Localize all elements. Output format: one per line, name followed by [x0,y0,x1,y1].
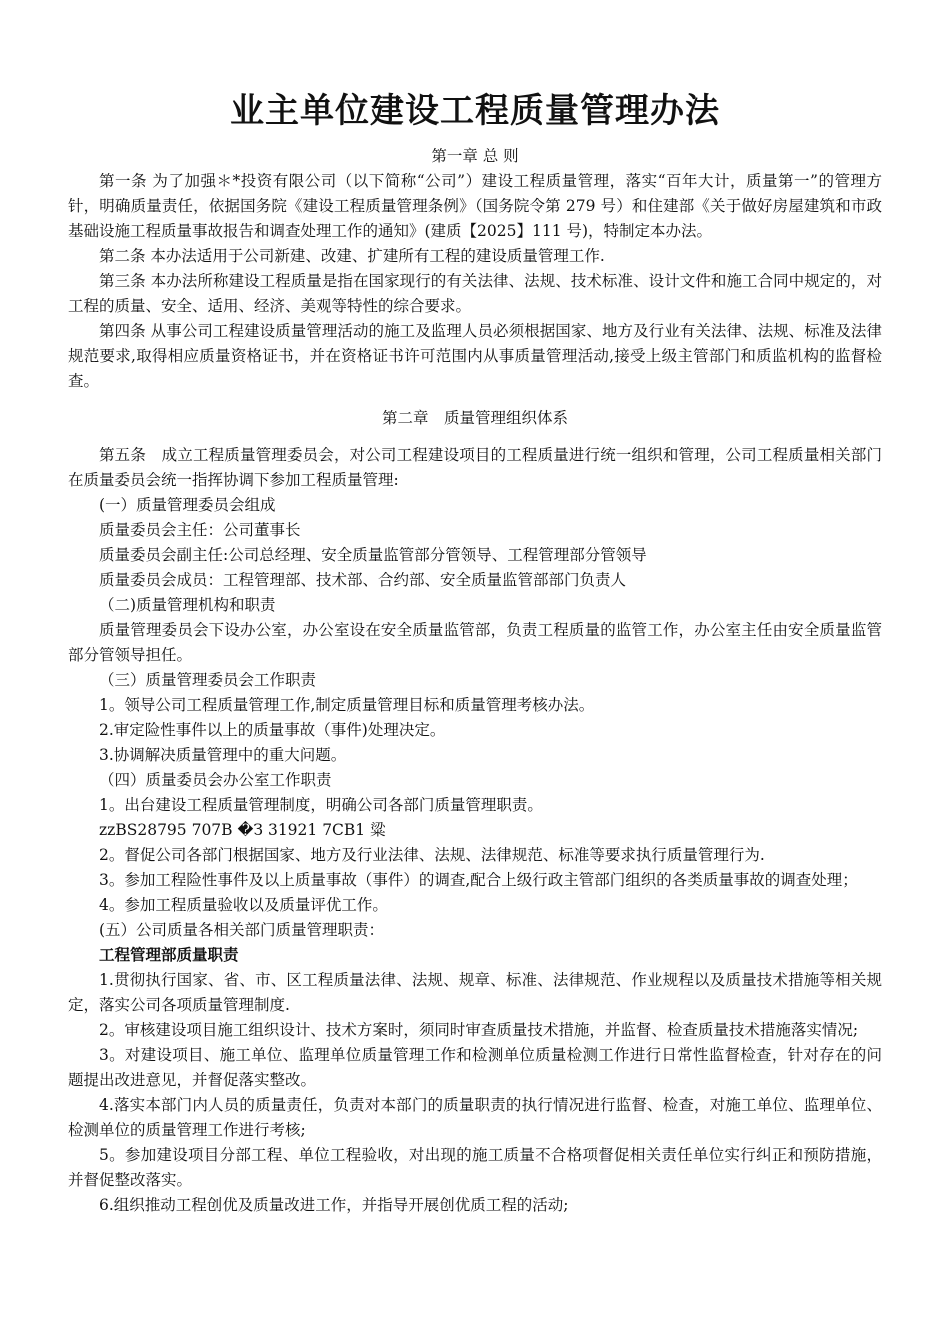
section-3-item-2: 2.审定险性事件以上的质量事故（事件)处理决定。 [99,721,446,739]
section-4-heading: （四）质量委员会办公室工作职责 [99,771,332,789]
section-3-item-3: 3.协调解决质量管理中的重大问题。 [99,746,347,764]
committee-deputy-director: 质量委员会副主任:公司总经理、安全质量监管部分管领导、工程管理部分管领导 [99,546,647,564]
dept-item-4: 4.落实本部门内人员的质量责任，负责对本部门的质量职责的执行情况进行监督、检查，对施工单位、监理单位、检测单位的质量管理工作进行考核; [68,1096,882,1139]
article-2: 第二条 本办法适用于公司新建、改建、扩建所有工程的建设质量管理工作. [99,247,605,265]
section-4-item-1: 1。出台建设工程质量管理制度，明确公司各部门质量管理职责。 [99,796,543,814]
dept-item-3: 3。对建设项目、施工单位、监理单位质量管理工作和检测单位质量检测工作进行日常性监督检查，针对存在的问题提出改进意见，并督促落实整改。 [68,1046,882,1089]
dept-item-2: 2。审核建设项目施工组织设计、技术方案时，须同时审查质量技术措施，并监督、检查质量技术措施落实情况; [99,1021,859,1039]
dept-item-5: 5。参加建设项目分部工程、单位工程验收，对出现的施工质量不合格项督促相关责任单位实行纠正和预防措施，并督促整改落实。 [68,1146,882,1189]
section-4-item-2: 2。督促公司各部门根据国家、地方及行业法律、法规、法律规范、标准等要求执行质量管理行为. [99,846,765,864]
section-5-heading: (五）公司质量各相关部门质量管理职责： [99,921,385,939]
chapter-1-heading: 第一章 总 则 [431,147,519,165]
dept-item-1: 1.贯彻执行国家、省、市、区工程质量法律、法规、规章、标准、法律规范、作业规程以及质量技术措施等相关规定，落实公司各项质量管理制度. [68,971,882,1014]
article-3: 第三条 本办法所称建设工程质量是指在国家现行的有关法律、法规、技术标准、设计文件和施工合同中规定的，对工程的质量、安全、适用、经济、美观等特性的综合要求。 [68,272,882,315]
watermark-code-line: zzBS28795 707B �З 31921 7CB1 粱 [99,821,386,839]
dept-item-6: 6.组织推动工程创优及质量改进工作，并指导开展创优质工程的活动; [99,1196,569,1214]
section-4-item-3: 3。参加工程险性事件及以上质量事故（事件）的调查,配合上级行政主管部门组织的各类质量事故的调查处理； [99,871,858,889]
section-3-item-1: 1。领导公司工程质量管理工作,制定质量管理目标和质量管理考核办法。 [99,696,595,714]
section-2-heading: （二)质量管理机构和职责 [99,596,276,614]
article-4: 第四条 从事公司工程建设质量管理活动的施工及监理人员必须根据国家、地方及行业有关法律、法规、标准及法律规范要求,取得相应质量资格证书，并在资格证书许可范围内从事质量管理活动,接受上级主管部门和质监机构的监督检查。 [68,322,882,390]
section-2-text: 质量管理委员会下设办公室，办公室设在安全质量监管部，负责工程质量的监管工作，办公室主任由安全质量监管部分管领导担任。 [68,621,882,664]
chapter-2-heading: 第二章 质量管理组织体系 [381,409,568,427]
section-4-item-4: 4。参加工程质量验收以及质量评优工作。 [99,896,388,914]
committee-director: 质量委员会主任：公司董事长 [99,521,301,539]
document-title: 业主单位建设工程质量管理办法 [230,91,720,131]
article-5: 第五条 成立工程质量管理委员会，对公司工程建设项目的工程质量进行统一组织和管理，公司工程质量相关部门在质量委员会统一指挥协调下参加工程质量管理: [68,446,882,489]
committee-members: 质量委员会成员：工程管理部、技术部、合约部、安全质量监管部部门负责人 [99,571,627,589]
article-1: 第一条 为了加强＊*投资有限公司（以下简称“公司”）建设工程质量管理，落实“百年大计，质量第一”的管理方针，明确质量责任，依据国务院《建设工程质量管理条例》（国务院令第 279 号）和住建部《关于做好房屋建筑和市政基础设施工程质量事故报告和调查处理工作的通知》(建质【2025】111 号)，特制定本办法。 [68,172,882,240]
section-1-heading: (一）质量管理委员会组成 [99,496,276,514]
engineering-dept-heading: 工程管理部质量职责 [99,946,239,964]
section-3-heading: （三）质量管理委员会工作职责 [99,671,317,689]
